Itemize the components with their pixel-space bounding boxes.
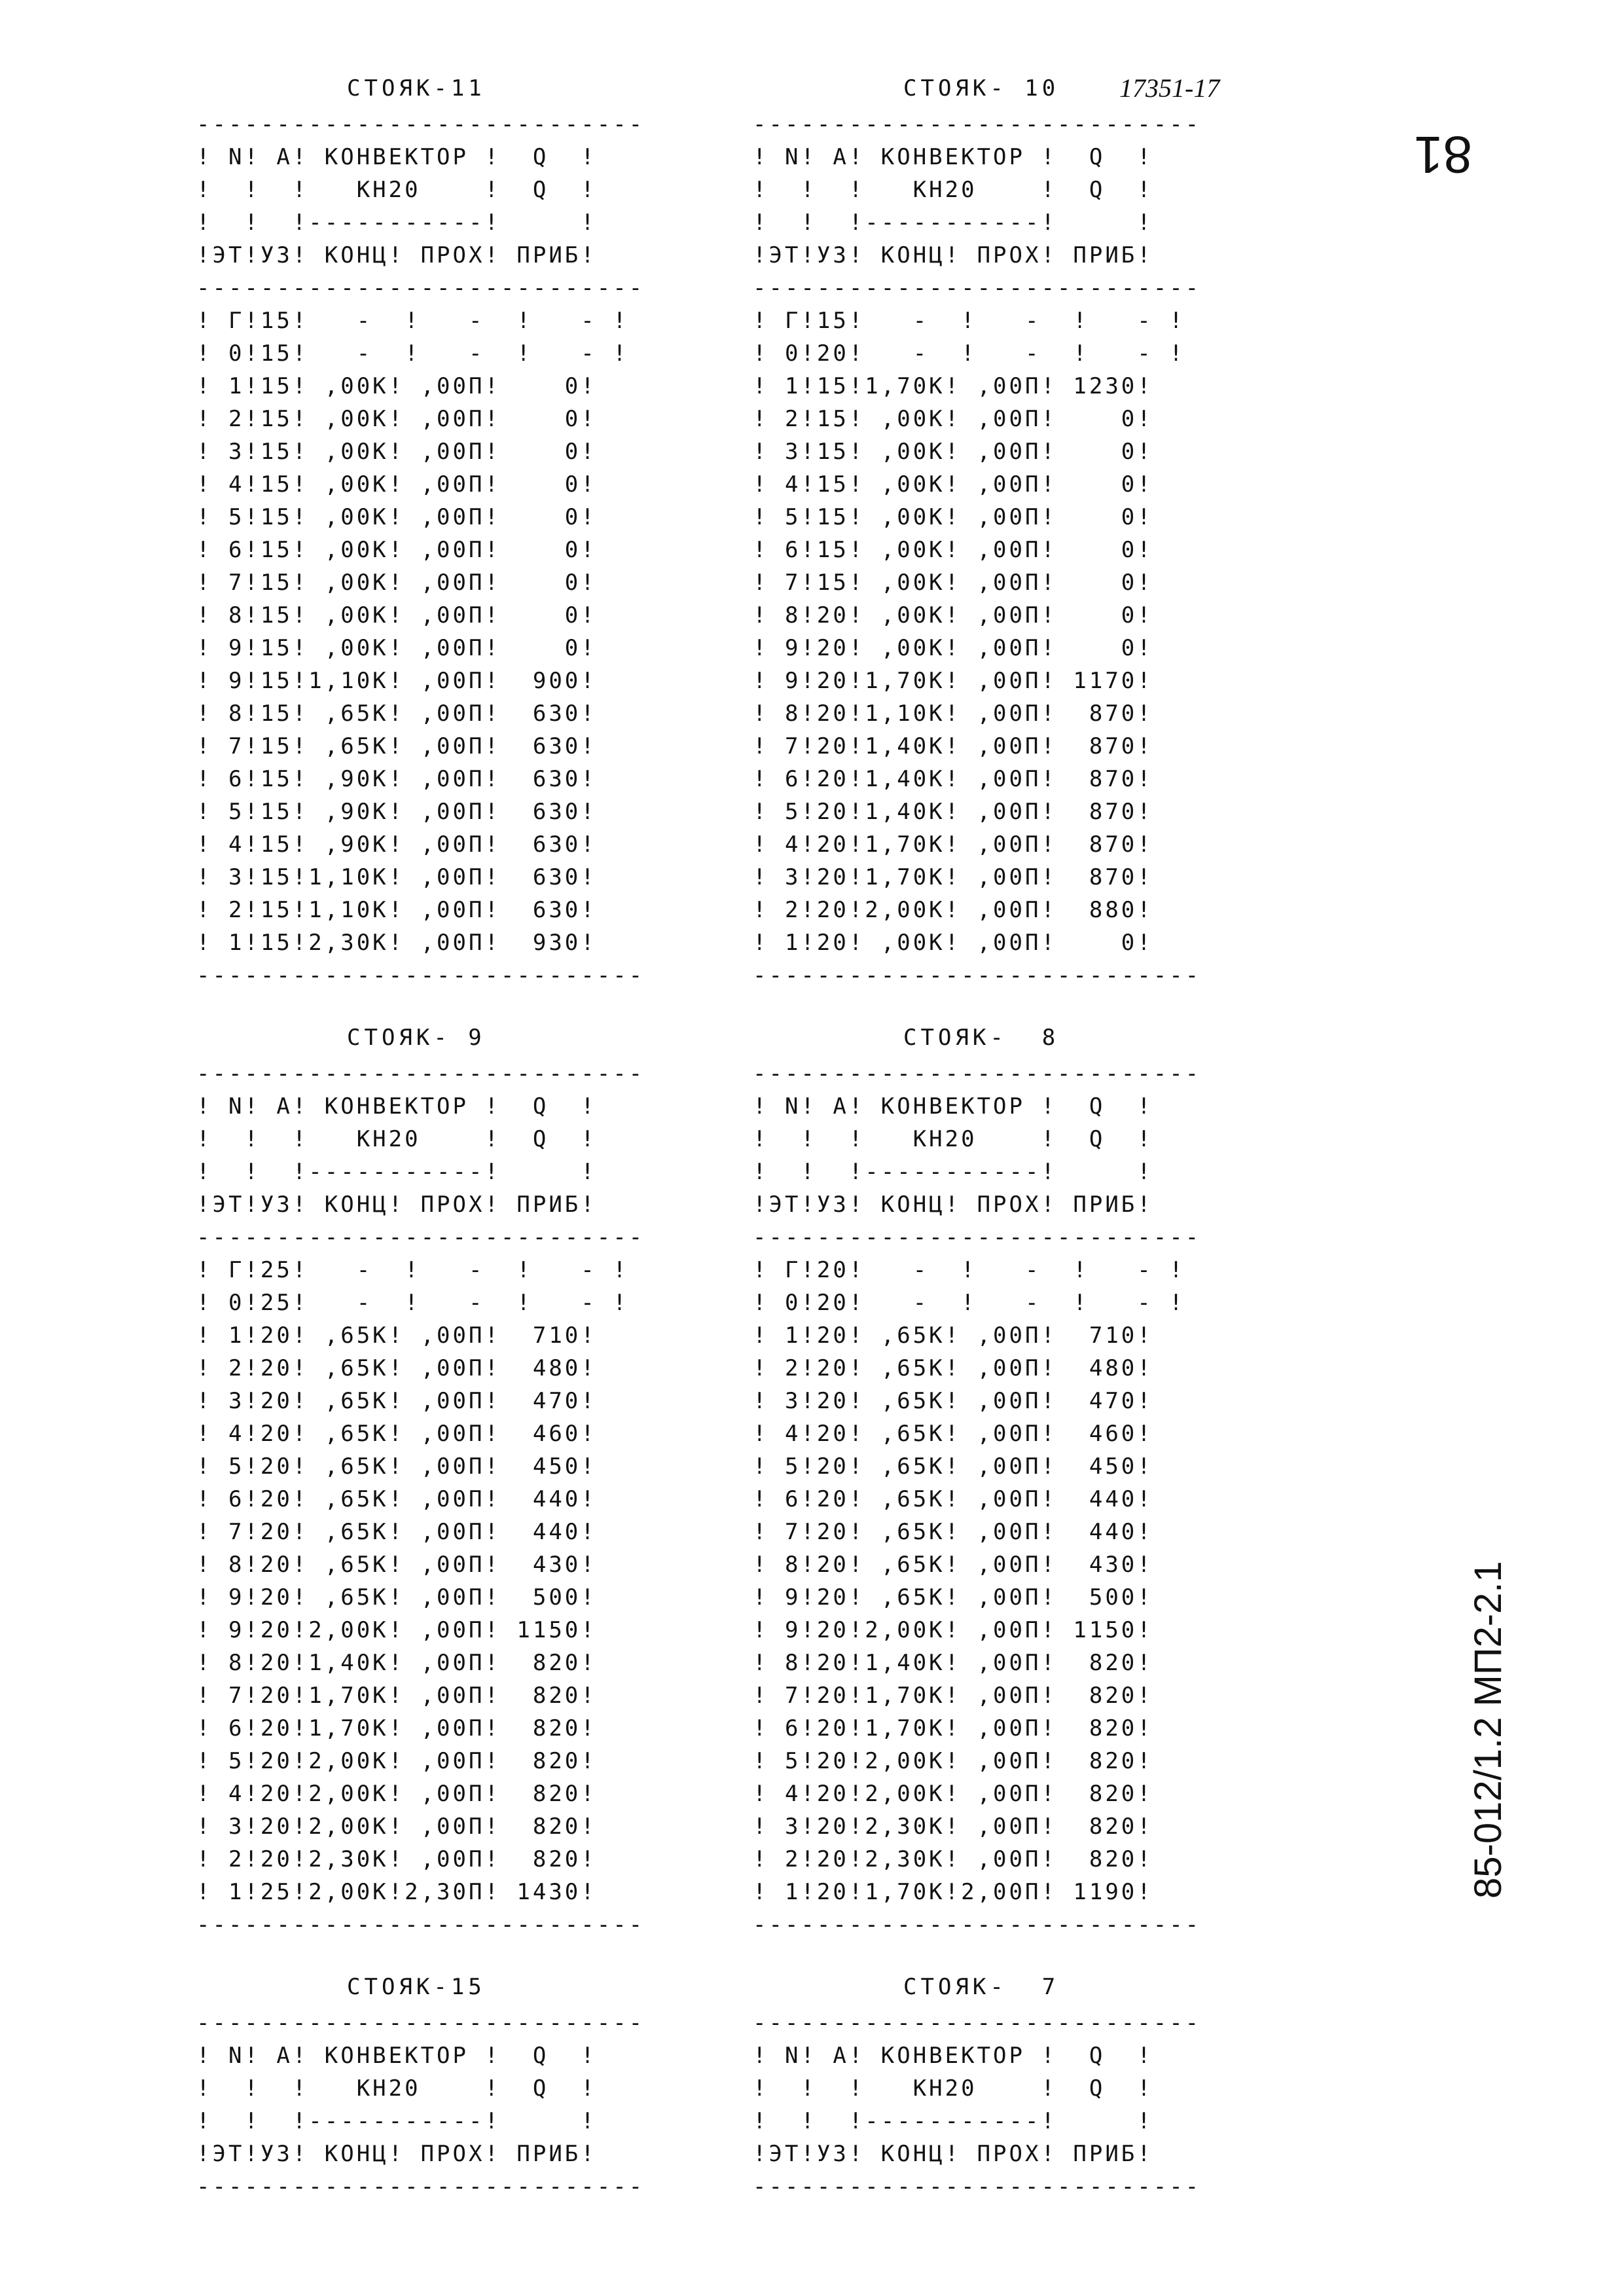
- handwritten-note: 17351-17: [1119, 73, 1220, 103]
- riser-table: ---------------------------- ! N! А! КОНВЕКТОР ! Q ! ! ! ! КН20 ! Q ! ! ! !-----------! ! !ЭТ!УЗ! КОНЦ! ПРОХ! ПРИБ! ----------------------------: [196, 2010, 645, 2200]
- riser-table: ---------------------------- ! N! А! КОНВЕКТОР ! Q ! ! ! ! КН20 ! Q ! ! ! !-----------! ! !ЭТ!УЗ! КОНЦ! ПРОХ! ПРИБ! ---------------------------- ! Г!20! - ! - ! - ! ! 0!20! - ! - ! - ! ! 1!20! ,65К! ,00П! 710! ! 2!20! ,65К! ,00П! 480! ! 3!20! ,65К! ,00П! 470! ! 4!20! ,65К! ,00П! 460! ! 5!20! ,65К! ,00П! 450! ! 6!20! ,65К! ,00П! 440! ! 7!20! ,65К! ,00П! 440! ! 8!20! ,65К! ,00П! 430! ! 9!20! ,65К! ,00П! 500! ! 9!20!2,00К! ,00П! 1150! ! 8!20!1,40К! ,00П! 820! ! 7!20!1,70К! ,00П! 820! ! 6!20!1,70К! ,00П! 820! ! 5!20!2,00К! ,00П! 820! ! 4!20!2,00К! ,00П! 820! ! 3!20!2,30К! ,00П! 820! ! 2!20!2,30К! ,00П! 820! ! 1!20!1,70К!2,00П! 1190! ----------------------------: [753, 1061, 1202, 1938]
- page-number: 81: [1414, 126, 1472, 184]
- riser-table: ---------------------------- ! N! А! КОНВЕКТОР ! Q ! ! ! ! КН20 ! Q ! ! ! !-----------! ! !ЭТ!УЗ! КОНЦ! ПРОХ! ПРИБ! ---------------------------- ! Г!15! - ! - ! - ! ! 0!20! - ! - ! - ! ! 1!15!1,70К! ,00П! 1230! ! 2!15! ,00К! ,00П! 0! ! 3!15! ,00К! ,00П! 0! ! 4!15! ,00К! ,00П! 0! ! 5!15! ,00К! ,00П! 0! ! 6!15! ,00К! ,00П! 0! ! 7!15! ,00К! ,00П! 0! ! 8!20! ,00К! ,00П! 0! ! 9!20! ,00К! ,00П! 0! ! 9!20!1,70К! ,00П! 1170! ! 8!20!1,10К! ,00П! 870! ! 7!20!1,40К! ,00П! 870! ! 6!20!1,40К! ,00П! 870! ! 5!20!1,40К! ,00П! 870! ! 4!20!1,70К! ,00П! 870! ! 3!20!1,70К! ,00П! 870! ! 2!20!2,00К! ,00П! 880! ! 1!20! ,00К! ,00П! 0! ----------------------------: [753, 111, 1202, 989]
- riser-title: СТОЯК- 9: [347, 1025, 486, 1051]
- riser-table: ---------------------------- ! N! А! КОНВЕКТОР ! Q ! ! ! ! КН20 ! Q ! ! ! !-----------! ! !ЭТ!УЗ! КОНЦ! ПРОХ! ПРИБ! ---------------------------- ! Г!15! - ! - ! - ! ! 0!15! - ! - ! - ! ! 1!15! ,00К! ,00П! 0! ! 2!15! ,00К! ,00П! 0! ! 3!15! ,00К! ,00П! 0! ! 4!15! ,00К! ,00П! 0! ! 5!15! ,00К! ,00П! 0! ! 6!15! ,00К! ,00П! 0! ! 7!15! ,00К! ,00П! 0! ! 8!15! ,00К! ,00П! 0! ! 9!15! ,00К! ,00П! 0! ! 9!15!1,10К! ,00П! 900! ! 8!15! ,65К! ,00П! 630! ! 7!15! ,65К! ,00П! 630! ! 6!15! ,90К! ,00П! 630! ! 5!15! ,90К! ,00П! 630! ! 4!15! ,90К! ,00П! 630! ! 3!15!1,10К! ,00П! 630! ! 2!15!1,10К! ,00П! 630! ! 1!15!2,30К! ,00П! 930! ----------------------------: [196, 111, 645, 989]
- riser-title: СТОЯК-11: [347, 75, 486, 101]
- riser-title: СТОЯК- 7: [903, 1974, 1060, 2000]
- riser-title: СТОЯК- 10: [903, 75, 1060, 101]
- riser-title: СТОЯК-15: [347, 1974, 486, 2000]
- riser-table: ---------------------------- ! N! А! КОНВЕКТОР ! Q ! ! ! ! КН20 ! Q ! ! ! !-----------! ! !ЭТ!УЗ! КОНЦ! ПРОХ! ПРИБ! ----------------------------: [753, 2010, 1202, 2200]
- riser-table: ---------------------------- ! N! А! КОНВЕКТОР ! Q ! ! ! ! КН20 ! Q ! ! ! !-----------! ! !ЭТ!УЗ! КОНЦ! ПРОХ! ПРИБ! ---------------------------- ! Г!25! - ! - ! - ! ! 0!25! - ! - ! - ! ! 1!20! ,65К! ,00П! 710! ! 2!20! ,65К! ,00П! 480! ! 3!20! ,65К! ,00П! 470! ! 4!20! ,65К! ,00П! 460! ! 5!20! ,65К! ,00П! 450! ! 6!20! ,65К! ,00П! 440! ! 7!20! ,65К! ,00П! 440! ! 8!20! ,65К! ,00П! 430! ! 9!20! ,65К! ,00П! 500! ! 9!20!2,00К! ,00П! 1150! ! 8!20!1,40К! ,00П! 820! ! 7!20!1,70К! ,00П! 820! ! 6!20!1,70К! ,00П! 820! ! 5!20!2,00К! ,00П! 820! ! 4!20!2,00К! ,00П! 820! ! 3!20!2,00К! ,00П! 820! ! 2!20!2,30К! ,00П! 820! ! 1!25!2,00К!2,30П! 1430! ----------------------------: [196, 1061, 645, 1938]
- riser-title: СТОЯК- 8: [903, 1025, 1060, 1051]
- document-code: 85-012/1.2 МП2-2.1: [1467, 1561, 1509, 1899]
